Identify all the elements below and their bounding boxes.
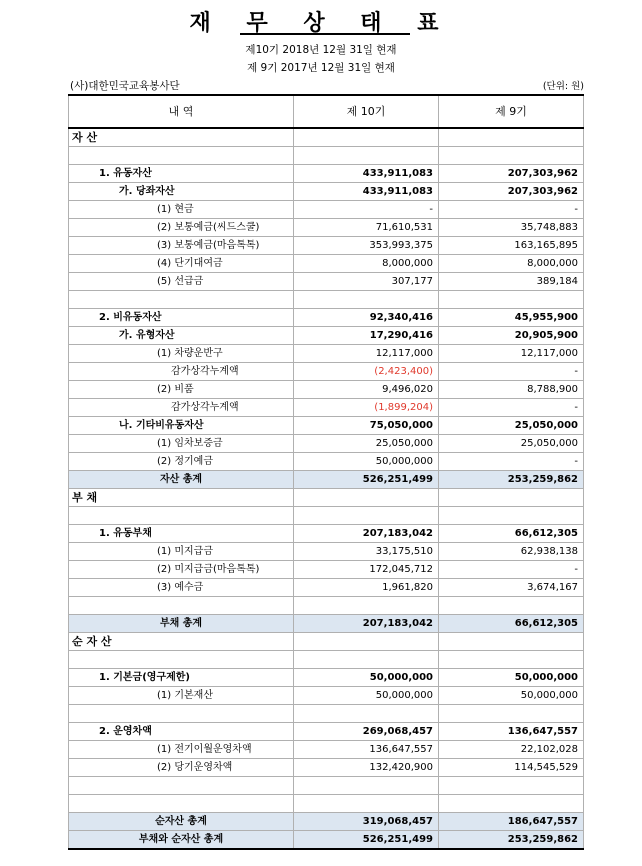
row-label bbox=[69, 597, 294, 615]
row-label bbox=[69, 291, 294, 309]
value-previous: 50,000,000 bbox=[439, 687, 584, 705]
table-row bbox=[69, 507, 584, 525]
row-label: 부 채 bbox=[69, 489, 294, 507]
value-previous: 186,647,557 bbox=[439, 813, 584, 831]
value-previous: 66,612,305 bbox=[439, 615, 584, 633]
value-previous bbox=[439, 777, 584, 795]
row-label: 1. 기본금(영구제한) bbox=[69, 669, 294, 687]
value-current: 25,050,000 bbox=[294, 435, 439, 453]
table-row bbox=[69, 237, 584, 255]
value-current: 319,068,457 bbox=[294, 813, 439, 831]
value-current: 17,290,416 bbox=[294, 327, 439, 345]
table-row bbox=[69, 345, 584, 363]
value-current: 172,045,712 bbox=[294, 561, 439, 579]
row-label bbox=[69, 507, 294, 525]
value-current: 9,496,020 bbox=[294, 381, 439, 399]
value-current: 33,175,510 bbox=[294, 543, 439, 561]
total-row bbox=[69, 471, 584, 489]
value-previous bbox=[439, 651, 584, 669]
value-current: 207,183,042 bbox=[294, 615, 439, 633]
row-label: (1) 전기이월운영차액 bbox=[69, 741, 294, 759]
row-label: 나. 기타비유동자산 bbox=[69, 417, 294, 435]
table-row bbox=[69, 291, 584, 309]
row-label: (2) 당기운영차액 bbox=[69, 759, 294, 777]
organization-name: (사)대한민국교육봉사단 bbox=[70, 80, 180, 92]
value-previous bbox=[439, 507, 584, 525]
table-row bbox=[69, 687, 584, 705]
value-previous: 253,259,862 bbox=[439, 471, 584, 489]
value-previous: 207,303,962 bbox=[439, 183, 584, 201]
value-current: 12,117,000 bbox=[294, 345, 439, 363]
table-row bbox=[69, 579, 584, 597]
column-header-item: 내 역 bbox=[69, 95, 294, 128]
row-label: 1. 유동자산 bbox=[69, 165, 294, 183]
value-current bbox=[294, 705, 439, 723]
table-row bbox=[69, 381, 584, 399]
row-label: (2) 보통예금(씨드스쿨) bbox=[69, 219, 294, 237]
value-previous: 20,905,900 bbox=[439, 327, 584, 345]
table-row bbox=[69, 525, 584, 543]
table-row bbox=[69, 597, 584, 615]
value-previous: 35,748,883 bbox=[439, 219, 584, 237]
row-label: 순 자 산 bbox=[69, 633, 294, 651]
value-current: 526,251,499 bbox=[294, 471, 439, 489]
balance-sheet-table bbox=[68, 94, 584, 850]
table-row bbox=[69, 327, 584, 345]
value-previous bbox=[439, 795, 584, 813]
unit-label: (단위: 원) bbox=[542, 81, 584, 92]
value-current: 50,000,000 bbox=[294, 687, 439, 705]
row-label bbox=[69, 795, 294, 813]
value-previous: 22,102,028 bbox=[439, 741, 584, 759]
value-current: 92,340,416 bbox=[294, 309, 439, 327]
value-previous: 207,303,962 bbox=[439, 165, 584, 183]
value-current: 353,993,375 bbox=[294, 237, 439, 255]
value-previous: 136,647,557 bbox=[439, 723, 584, 741]
value-current bbox=[294, 777, 439, 795]
value-current: 433,911,083 bbox=[294, 165, 439, 183]
value-current: 75,050,000 bbox=[294, 417, 439, 435]
value-previous: 163,165,895 bbox=[439, 237, 584, 255]
value-current: 136,647,557 bbox=[294, 741, 439, 759]
table-row bbox=[69, 165, 584, 183]
table-row bbox=[69, 255, 584, 273]
value-current bbox=[294, 795, 439, 813]
value-current: 71,610,531 bbox=[294, 219, 439, 237]
table-row bbox=[69, 759, 584, 777]
row-label: (5) 선급금 bbox=[69, 273, 294, 291]
value-current: (2,423,400) bbox=[294, 363, 439, 381]
table-row bbox=[69, 543, 584, 561]
value-current bbox=[294, 651, 439, 669]
value-current: 50,000,000 bbox=[294, 669, 439, 687]
value-current bbox=[294, 597, 439, 615]
row-label: 가. 유형자산 bbox=[69, 327, 294, 345]
value-previous: - bbox=[439, 453, 584, 471]
value-previous: 62,938,138 bbox=[439, 543, 584, 561]
table-row bbox=[69, 183, 584, 201]
value-current bbox=[294, 128, 439, 147]
value-current bbox=[294, 633, 439, 651]
value-previous bbox=[439, 147, 584, 165]
row-label: 2. 비유동자산 bbox=[69, 309, 294, 327]
column-header-current: 제 10기 bbox=[294, 95, 439, 128]
table-row bbox=[69, 669, 584, 687]
table-row bbox=[69, 219, 584, 237]
value-current bbox=[294, 291, 439, 309]
document-title: 재 무 상 태 표 bbox=[189, 11, 453, 36]
value-current: 269,068,457 bbox=[294, 723, 439, 741]
value-current bbox=[294, 147, 439, 165]
table-header-row bbox=[69, 95, 584, 128]
value-current: 1,961,820 bbox=[294, 579, 439, 597]
row-label: (3) 예수금 bbox=[69, 579, 294, 597]
row-label: 자산 총계 bbox=[69, 471, 294, 489]
value-current bbox=[294, 507, 439, 525]
value-previous bbox=[439, 128, 584, 147]
row-label: 순자산 총계 bbox=[69, 813, 294, 831]
table-row bbox=[69, 399, 584, 417]
table-row bbox=[69, 201, 584, 219]
row-label: (1) 차량운반구 bbox=[69, 345, 294, 363]
row-label: 부채 총계 bbox=[69, 615, 294, 633]
period-previous: 제 9기 2017년 12월 31일 현재 bbox=[247, 62, 395, 74]
value-previous: 12,117,000 bbox=[439, 345, 584, 363]
value-previous: 50,000,000 bbox=[439, 669, 584, 687]
row-label bbox=[69, 705, 294, 723]
value-previous: 8,000,000 bbox=[439, 255, 584, 273]
row-label: (3) 보통예금(마음톡톡) bbox=[69, 237, 294, 255]
row-label: (2) 비품 bbox=[69, 381, 294, 399]
total-row bbox=[69, 615, 584, 633]
table-row bbox=[69, 723, 584, 741]
value-previous bbox=[439, 633, 584, 651]
section-row bbox=[69, 489, 584, 507]
row-label bbox=[69, 651, 294, 669]
table-row bbox=[69, 147, 584, 165]
row-label bbox=[69, 777, 294, 795]
table-row bbox=[69, 417, 584, 435]
row-label: 감가상각누계액 bbox=[69, 363, 294, 381]
value-current: 307,177 bbox=[294, 273, 439, 291]
value-previous bbox=[439, 597, 584, 615]
row-label bbox=[69, 147, 294, 165]
value-current: 8,000,000 bbox=[294, 255, 439, 273]
table-row bbox=[69, 777, 584, 795]
value-previous: 25,050,000 bbox=[439, 417, 584, 435]
table-row bbox=[69, 453, 584, 471]
table-row bbox=[69, 309, 584, 327]
row-label: (1) 기본재산 bbox=[69, 687, 294, 705]
value-previous: - bbox=[439, 399, 584, 417]
row-label: (2) 정기예금 bbox=[69, 453, 294, 471]
row-label: 부채와 순자산 총계 bbox=[69, 831, 294, 850]
table-row bbox=[69, 741, 584, 759]
section-row bbox=[69, 128, 584, 147]
column-header-previous: 제 9기 bbox=[439, 95, 584, 128]
row-label: 감가상각누계액 bbox=[69, 399, 294, 417]
value-previous: - bbox=[439, 363, 584, 381]
value-previous: 3,674,167 bbox=[439, 579, 584, 597]
row-label: 2. 운영차액 bbox=[69, 723, 294, 741]
title-underline bbox=[240, 33, 410, 35]
table-row bbox=[69, 651, 584, 669]
row-label: (4) 단기대여금 bbox=[69, 255, 294, 273]
row-label: (1) 미지급금 bbox=[69, 543, 294, 561]
value-current: 50,000,000 bbox=[294, 453, 439, 471]
value-previous: 253,259,862 bbox=[439, 831, 584, 850]
value-previous: 389,184 bbox=[439, 273, 584, 291]
value-previous: 8,788,900 bbox=[439, 381, 584, 399]
row-label: 가. 당좌자산 bbox=[69, 183, 294, 201]
value-current: (1,899,204) bbox=[294, 399, 439, 417]
table-row bbox=[69, 705, 584, 723]
value-previous: - bbox=[439, 201, 584, 219]
value-previous: 25,050,000 bbox=[439, 435, 584, 453]
row-label: 1. 유동부채 bbox=[69, 525, 294, 543]
total-row bbox=[69, 813, 584, 831]
section-row bbox=[69, 633, 584, 651]
value-previous bbox=[439, 291, 584, 309]
value-previous bbox=[439, 705, 584, 723]
table-row bbox=[69, 273, 584, 291]
value-current: 526,251,499 bbox=[294, 831, 439, 850]
row-label: (1) 현금 bbox=[69, 201, 294, 219]
value-previous: 66,612,305 bbox=[439, 525, 584, 543]
value-current: 207,183,042 bbox=[294, 525, 439, 543]
value-current: 132,420,900 bbox=[294, 759, 439, 777]
value-previous: - bbox=[439, 561, 584, 579]
value-current bbox=[294, 489, 439, 507]
value-current: 433,911,083 bbox=[294, 183, 439, 201]
row-label: 자 산 bbox=[69, 128, 294, 147]
row-label: (2) 미지급금(마음톡톡) bbox=[69, 561, 294, 579]
total-row bbox=[69, 831, 584, 850]
value-previous bbox=[439, 489, 584, 507]
table-row bbox=[69, 561, 584, 579]
table-row bbox=[69, 435, 584, 453]
row-label: (1) 임차보증금 bbox=[69, 435, 294, 453]
value-previous: 45,955,900 bbox=[439, 309, 584, 327]
value-current: - bbox=[294, 201, 439, 219]
table-row bbox=[69, 795, 584, 813]
table-row bbox=[69, 363, 584, 381]
period-current: 제10기 2018년 12월 31일 현재 bbox=[245, 44, 397, 56]
value-previous: 114,545,529 bbox=[439, 759, 584, 777]
